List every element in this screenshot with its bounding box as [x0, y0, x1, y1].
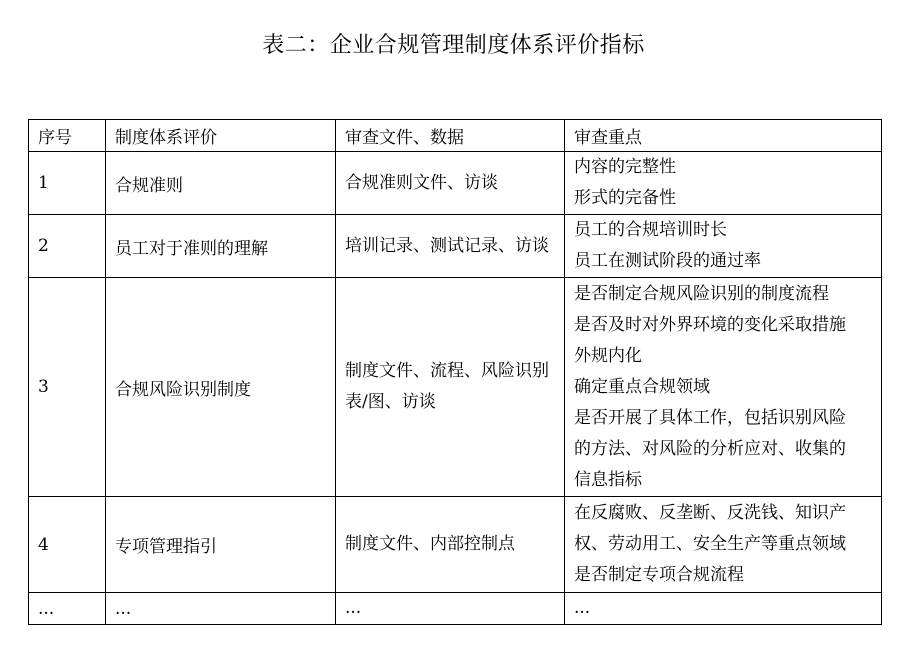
header-cell-system: 制度体系评价: [106, 120, 336, 152]
focus-cell: [565, 215, 882, 278]
table-header-row: [29, 120, 882, 152]
header-cell-docs: 审查文件、数据: [336, 120, 565, 152]
focus-line: 信息指标: [574, 469, 642, 490]
table-row: [29, 215, 882, 278]
table-row: [29, 278, 882, 497]
table-row: [29, 593, 882, 625]
focus-line: 的方法、对风险的分析应对、收集的: [574, 438, 846, 459]
focus-line: 形式的完备性: [574, 188, 676, 208]
docs-line: 培训记录、测试记录、访谈: [345, 235, 549, 256]
header-cell-focus: 审查重点: [565, 120, 882, 152]
system-cell: ...: [106, 593, 336, 625]
seq-cell: 2: [29, 215, 106, 278]
docs-line: 制度文件、内部控制点: [345, 534, 515, 554]
focus-line: 是否制定合规风险识别的制度流程: [574, 283, 829, 304]
focus-line: 是否及时对外界环境的变化采取措施: [574, 314, 846, 335]
page-title: 表二：企业合规管理制度体系评价指标: [262, 33, 645, 58]
docs-cell: [336, 152, 565, 215]
docs-cell: [336, 497, 565, 593]
focus-line: 员工在测试阶段的通过率: [574, 251, 761, 271]
focus-line: 确定重点合规领域: [574, 376, 710, 397]
seq-cell: 3: [29, 278, 106, 497]
table-row: [29, 497, 882, 593]
focus-line: 权、劳动用工、安全生产等重点领域: [574, 534, 846, 554]
evaluation-index-table: [28, 119, 882, 625]
system-cell: 专项管理指引: [106, 497, 336, 593]
seq-cell: 4: [29, 497, 106, 593]
docs-line: ...: [345, 598, 362, 618]
docs-cell: [336, 593, 565, 625]
system-cell: 员工对于准则的理解: [106, 215, 336, 278]
header-cell-seq: 序号: [29, 120, 106, 152]
focus-line: 在反腐败、反垄断、反洗钱、知识产: [574, 503, 846, 523]
focus-cell: [565, 497, 882, 593]
docs-cell: [336, 215, 565, 278]
docs-cell: [336, 278, 565, 497]
docs-line: 合规准则文件、访谈: [345, 172, 498, 193]
system-cell: 合规风险识别制度: [106, 278, 336, 497]
focus-line: 员工的合规培训时长: [574, 220, 727, 240]
focus-line: ...: [574, 598, 591, 618]
docs-line: 表/图、访谈: [345, 392, 436, 412]
focus-cell: [565, 152, 882, 215]
focus-cell: [565, 278, 882, 497]
focus-line: 外规内化: [574, 345, 642, 366]
table-row: [29, 152, 882, 215]
focus-line: 是否开展了具体工作，包括识别风险: [574, 407, 846, 428]
focus-line: 内容的完整性: [574, 157, 676, 177]
focus-line: 是否制定专项合规流程: [574, 565, 744, 585]
focus-cell: [565, 593, 882, 625]
system-cell: 合规准则: [106, 152, 336, 215]
docs-line: 制度文件、流程、风险识别: [345, 361, 549, 381]
seq-cell: ...: [29, 593, 106, 625]
seq-cell: 1: [29, 152, 106, 215]
